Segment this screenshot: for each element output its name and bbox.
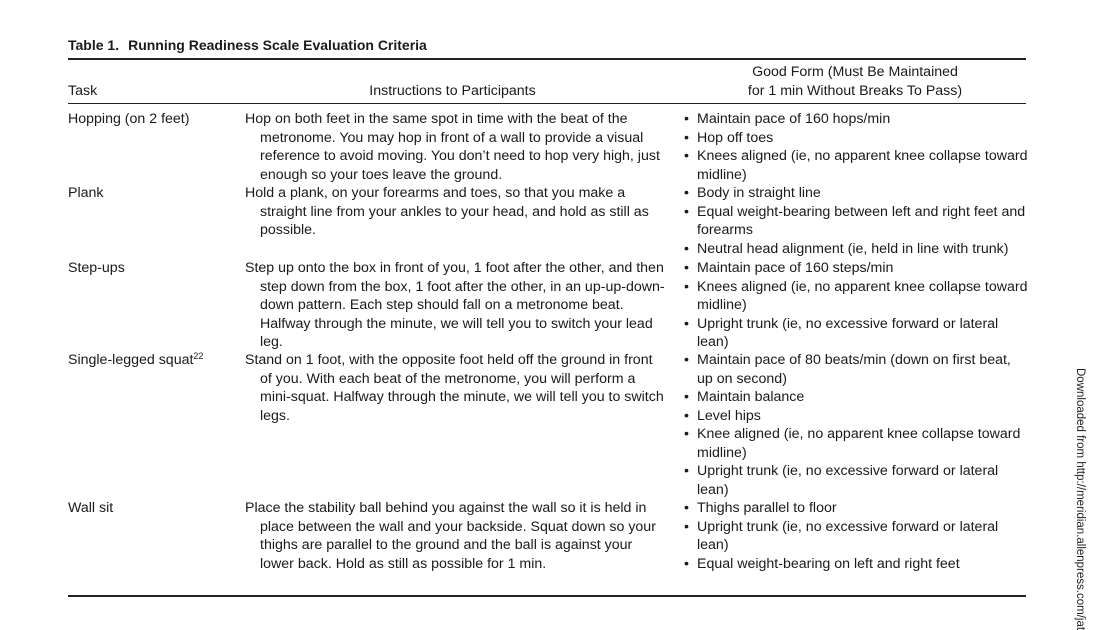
criterion-item: • Maintain balance [684,389,805,405]
task-step-ups: Step-ups [68,260,125,276]
criterion-item: • Maintain pace of 160 hops/min [684,111,891,127]
criterion-item: • Knee aligned (ie, no apparent knee collapse toward midline) [684,426,1021,461]
task-plank: Plank [68,185,104,201]
bullet-icon: • [684,518,689,535]
bullet-icon: • [684,278,689,295]
table-title: Running Readiness Scale Evaluation Criteria [128,37,427,53]
criteria-plank [684,184,1029,258]
criterion-item: • Level hips [684,407,761,424]
criterion-item: • Neutral head alignment (ie, held in line with trunk) [684,240,1009,257]
bullet-icon: • [684,463,689,479]
criterion-item: • Body in straight line [684,185,821,201]
instructions-step-ups: Step up onto the box in front of you, 1 foot after the other, and then step down from the box, 1 foot after the other, in an up-up-down-down pattern. Each step should fall on a metronome beat. Halfway through the minute, we will tell you to switch your lead leg. [245,260,665,350]
bullet-icon: • [684,148,689,164]
header-good-form-line2: for 1 min Without Breaks To Pass) [747,83,963,99]
criterion-item: • Knees aligned (ie, no apparent knee collapse toward midline) [684,148,1028,183]
task-wall-sit: Wall sit [68,500,114,516]
criterion-item: • Hop off toes [684,129,774,146]
reference-superscript: 22 [193,351,204,361]
criterion-item: • Knees aligned (ie, no apparent knee collapse toward midline) [684,278,1028,313]
bullet-icon: • [684,240,689,257]
criterion-item: • Upright trunk (ie, no excessive forward or lateral lean) [684,315,999,350]
criteria-wall-sit [684,499,1029,573]
task-single-legged-squat: Single-legged squat$^{22}$ [68,351,204,368]
task-hopping: Hopping (on 2 feet) [68,111,190,127]
bullet-icon: • [684,352,689,368]
table-top-rule [68,58,1026,60]
instructions-wall-sit: Place the stability ball behind you against the wall so it is held in place between the wall and your backside. Squat down so your thighs are parallel to the ground and the ball is against your lower back. Hold as still as possible for 1 min. [245,500,656,572]
bullet-icon: • [684,500,689,516]
bullet-icon: • [684,260,689,276]
criterion-item: • Upright trunk (ie, no excessive forward or lateral lean) [684,463,999,498]
criterion-item: • Thighs parallel to floor [684,500,837,516]
criterion-item: • Maintain pace of 160 steps/min [684,260,894,276]
bullet-icon: • [684,185,689,201]
table-number: Table 1. [68,37,120,53]
criteria-single-legged-squat [684,351,1029,499]
instructions-single-legged-squat: Stand on 1 foot, with the opposite foot held off the ground in front of you. With each beat of the metronome, you will perform a mini-squat. Halfway through the minute, we will tell you to switch legs. [245,352,664,424]
bullet-icon: • [684,129,689,146]
header-good-form-line1: Good Form (Must Be Maintained [752,64,958,80]
bullet-icon: • [684,426,689,442]
criterion-item: • Maintain pace of 80 beats/min (down on first beat, up on second) [684,352,1011,387]
table-bottom-rule [68,595,1026,597]
bullet-icon: • [684,407,689,424]
header-rule [68,103,1026,104]
criteria-hopping [684,110,1029,184]
criteria-step-ups [684,259,1029,352]
bullet-icon: • [684,315,689,332]
header-good-form [684,63,1026,101]
criterion-item: • Equal weight-bearing between left and right feet and forearms [684,203,1026,238]
table-caption [68,37,427,53]
download-source-note: Downloaded from http://meridian.allenpress.com/jat [1074,368,1086,630]
bullet-icon: • [684,111,689,127]
instructions-plank: Hold a plank, on your forearms and toes, so that you make a straight line from your ankles to your head, and hold as still as possible. [245,185,649,238]
criterion-item: • Equal weight-bearing on left and right feet [684,555,960,572]
header-task: Task [68,83,98,99]
header-instructions: Instructions to Participants [369,83,536,99]
bullet-icon: • [684,389,689,405]
bullet-icon: • [684,555,689,572]
bullet-icon: • [684,203,689,220]
criterion-item: • Upright trunk (ie, no excessive forward or lateral lean) [684,518,999,553]
instructions-hopping: Hop on both feet in the same spot in time with the beat of the metronome. You may hop in front of a wall to provide a visual reference to avoid moving. You don’t need to hop very high, just enough so your toes leave the ground. [245,111,660,183]
